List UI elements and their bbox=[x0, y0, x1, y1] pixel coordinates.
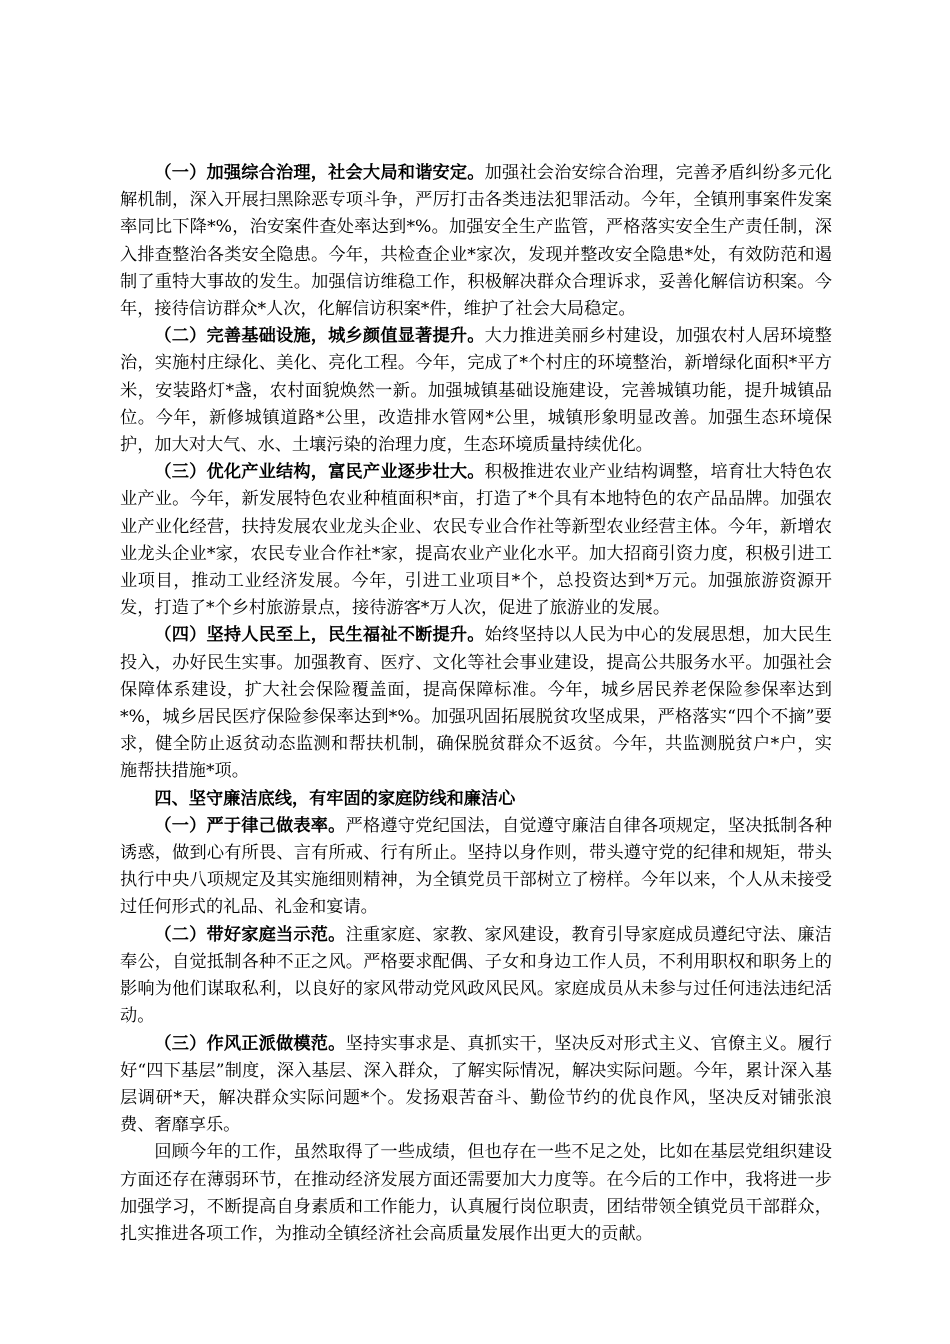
section-heading: 四、坚守廉洁底线，有牢固的家庭防线和廉洁心 bbox=[154, 788, 516, 809]
paragraph-self-discipline bbox=[120, 813, 832, 922]
paragraph-industry-structure bbox=[120, 459, 832, 622]
paragraph-lead: （一）加强综合治理，社会大局和谐安定。 bbox=[154, 163, 485, 183]
paragraph-comprehensive-governance bbox=[120, 160, 832, 323]
paragraph-people-welfare bbox=[120, 622, 832, 785]
paragraph-work-style bbox=[120, 1031, 832, 1140]
paragraph-lead: （一）严于律己做表率。 bbox=[154, 815, 346, 836]
paragraph-lead: （二）带好家庭当示范。 bbox=[154, 924, 346, 945]
paragraph-lead: （四）坚持人民至上，民生福祉不断提升。 bbox=[154, 625, 485, 646]
paragraph-body: 注重家庭、家教、家风建设，教育引导家庭成员遵纪守法、廉洁奉公，自觉抵制各种不正之风。严格要求配偶、子女和身边工作人员，不利用职权和职务上的影响为他们谋取私利，以良好的家风带动党风政风民风。家庭成员从未参与过任何违法违纪活动。 bbox=[120, 924, 832, 1027]
paragraph-infrastructure bbox=[120, 323, 832, 459]
paragraph-closing: 回顾今年的工作，虽然取得了一些成绩，但也存在一些不足之处，比如在基层党组织建设方面还存在薄弱环节，在推动经济发展方面还需要加大力度等。在今后的工作中，我将进一步加强学习，不断提高自身素质和工作能力，认真履行岗位职责，团结带领全镇党员干部群众，扎实推进各项工作，为推动全镇经济社会高质量发展作出更大的贡献。 bbox=[120, 1142, 832, 1244]
document-body bbox=[120, 160, 832, 1248]
paragraph-body: 加强社会治安综合治理，完善矛盾纠纷多元化解机制，深入开展扫黑除恶专项斗争，严厉打击各类违法犯罪活动。今年，全镇刑事案件发案率同比下降*%，治安案件查处率达到*%。加强安全生产监管，严格落实安全生产责任制，深入排查整治各类安全隐患。今年，共检查企业*家次，发现并整改安全隐患*处，有效防范和遏制了重特大事故的发生。加强信访维稳工作，积极解决群众合理诉求，妥善化解信访积案。今年，接待信访群众*人次，化解信访积案*件，维护了社会大局稳定。 bbox=[120, 163, 832, 320]
paragraph-lead: （三）优化产业结构，富民产业逐步壮大。 bbox=[154, 462, 485, 483]
paragraph-family-example bbox=[120, 922, 832, 1031]
paragraph-body: 严格遵守党纪国法，自觉遵守廉洁自律各项规定，坚决抵制各种诱惑，做到心有所畏、言有所戒、行有所止。坚持以身作则，带头遵守党的纪律和规矩，带头执行中央八项规定及其实施细则精神，为全镇党员干部树立了榜样。今年以来，个人从未接受过任何形式的礼品、礼金和宴请。 bbox=[120, 815, 832, 918]
paragraph-body: 坚持实事求是、真抓实干，坚决反对形式主义、官僚主义。履行好“四下基层”制度，深入基层、深入群众，了解实际情况，解决实际问题。今年，累计深入基层调研*天，解决群众实际问题*个。发扬艰苦奋斗、勤俭节约的优良作风，坚决反对铺张浪费、奢靡享乐。 bbox=[120, 1033, 832, 1136]
paragraph-body: 积极推进农业产业结构调整，培育壮大特色农业产业。今年，新发展特色农业种植面积*亩，打造了*个具有本地特色的农产品品牌。加强农业产业化经营，扶持发展农业龙头企业、农民专业合作社等新型农业经营主体。今年，新增农业龙头企业*家，农民专业合作社*家，提高农业产业化水平。加大招商引资力度，积极引进工业项目，推动工业经济发展。今年，引进工业项目*个，总投资达到*万元。加强旅游资源开发，打造了*个乡村旅游景点，接待游客*万人次，促进了旅游业的发展。 bbox=[120, 462, 832, 619]
paragraph-body: 大力推进美丽乡村建设，加强农村人居环境整治，实施村庄绿化、美化、亮化工程。今年，完成了*个村庄的环境整治，新增绿化面积*平方米，安装路灯*盏，农村面貌焕然一新。加强城镇基础设施建设，完善城镇功能，提升城镇品位。今年，新修城镇道路*公里，改造排水管网*公里，城镇形象明显改善。加强生态环境保护，加大对大气、水、土壤污染的治理力度，生态环境质量持续优化。 bbox=[120, 326, 832, 456]
paragraph-lead: （二）完善基础设施，城乡颜值显著提升。 bbox=[154, 326, 485, 347]
paragraph-body: 始终坚持以人民为中心的发展思想，加大民生投入，办好民生实事。加强教育、医疗、文化等社会事业建设，提高公共服务水平。加强社会保障体系建设，扩大社会保险覆盖面，提高保障标准。今年，城乡居民养老保险参保率达到*%，城乡居民医疗保险参保率达到*%。加强巩固拓展脱贫攻坚成果，严格落实“四个不摘”要求，健全防止返贫动态监测和帮扶机制，确保脱贫群众不返贫。今年，共监测脱贫户*户，实施帮扶措施*项。 bbox=[120, 625, 832, 782]
paragraph-lead: （三）作风正派做模范。 bbox=[154, 1033, 346, 1054]
